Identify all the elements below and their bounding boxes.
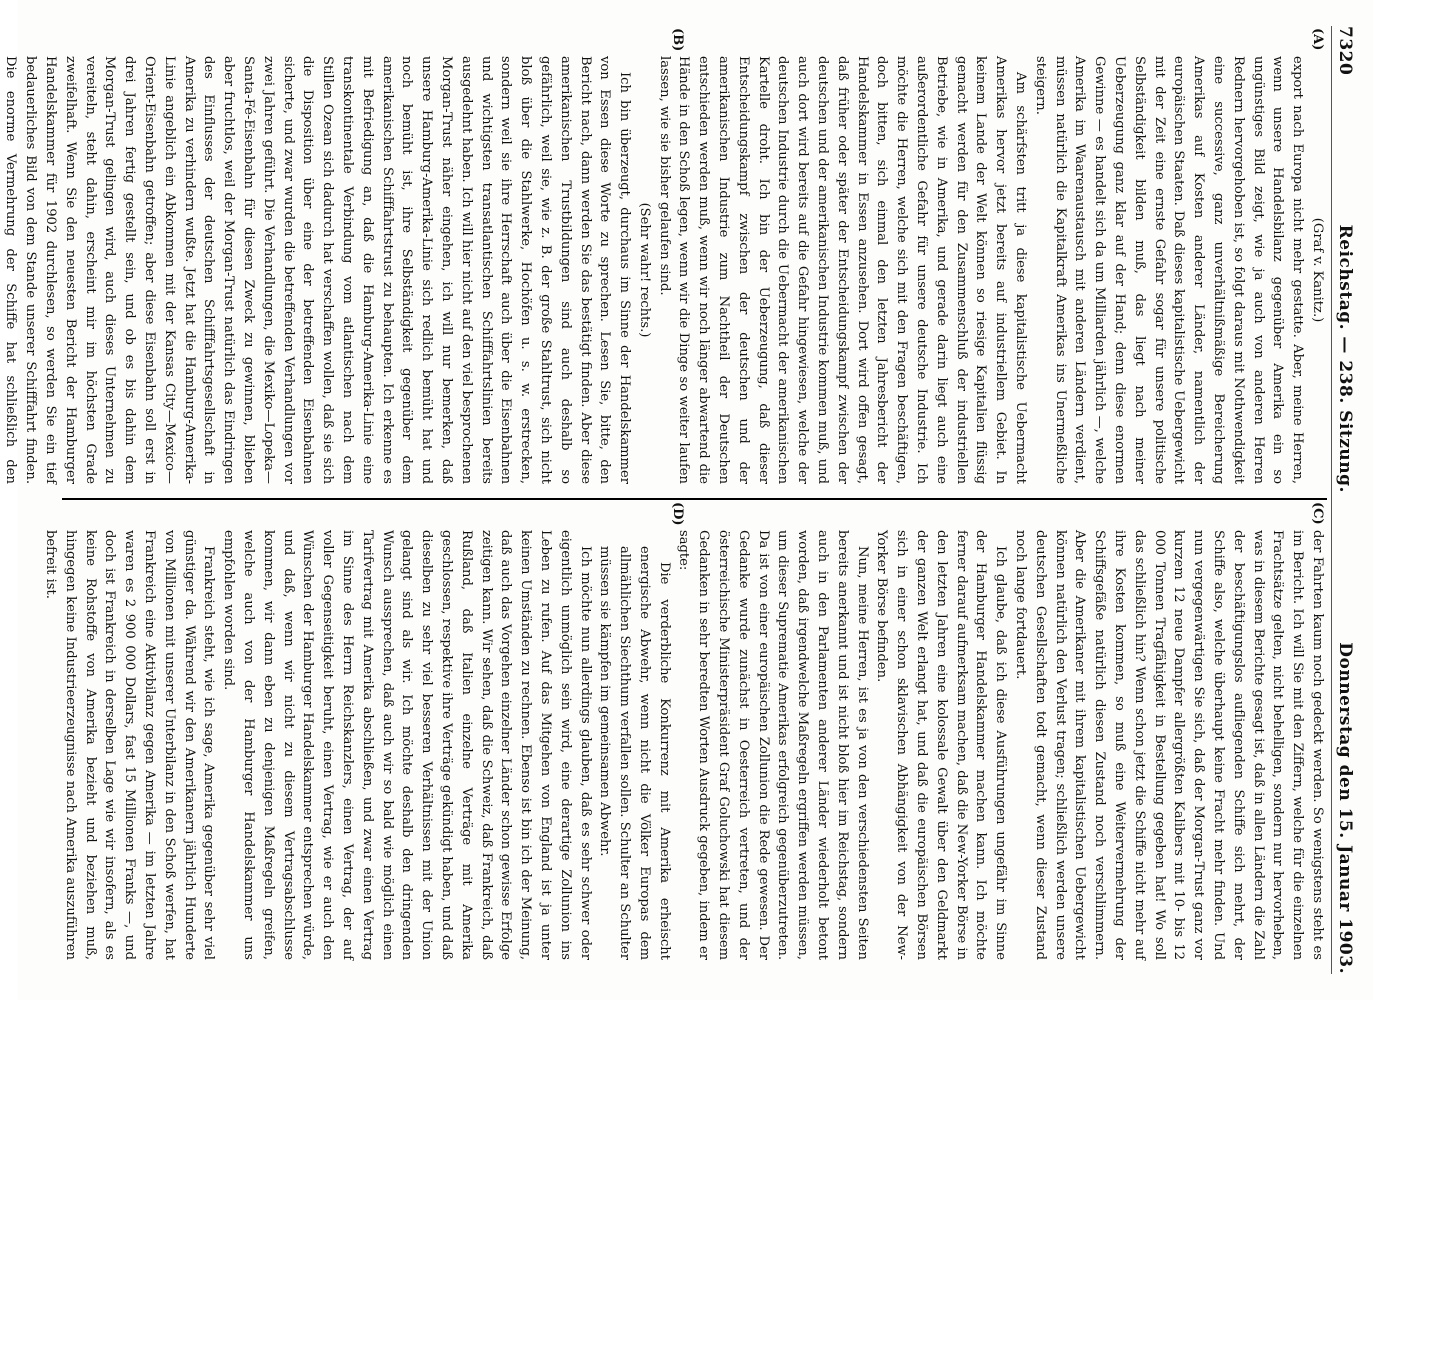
quotation: Die verderbliche Konkurrenz mit Amerika erheischt energische Abwehr, wenn nicht die Völker Europas dem allmählichen Siechthum verfallen sollen. Schulter an Schulter müssen sie kämpfen im gemeinsamen Abwehr. xyxy=(597,546,672,960)
paragraph: Ich glaube, daß ich diese Ausführungen ungefähr im Sinne der Hamburger Handelskammer machen kann. Ich möchte ferner darauf aufmerksam machen, daß die New-Yorker Börse in den letzten Jahren eine kolossale Gewalt über den Geldmarkt der ganzen Welt erlangt hat, und daß die europäischen Börsen sich in einer schon sklavischen Abhängigkeit von der New-Yorker Börse befinden. xyxy=(874,530,1009,960)
speaker-label: (Graf v. Kanitz.) xyxy=(1310,217,1325,323)
right-column xyxy=(43,500,1327,974)
paragraph: Ich möchte nun allerdings glauben, daß es sehr schwer oder eigentlich unmöglich sein wird, eine derartige Zollunion ins Leben zu rufen. Auf das Mitgehen von England ist ja unter keinen Umständen zu rechnen. Ebenso ist bin ich der Meinung, daß auch das Vorgehen einzelner Länder schon gewisse Erfolge zeitigen kann. Wir sehen, daß die Schweiz, daß Frankreich, daß Rußland, daß Italien einzelne Verträge mit Amerika geschlossen, respektive ihre Verträge gekündigt haben, und daß dieselben zu sehr viel besseren Verhältnissen mit der Union gelangt sind als wir. Ich möchte deshalb den dringenden Wunsch aussprechen, daß auch wir so bald wie möglich einen Tarifvertrag mit Amerika abschließen, und zwar einen Vertrag im Sinne des Herrn Reichskanzlers, einen Vertrag, der auf voller Gegenseitigkeit beruht, einen Vertrag, wie er auch den Wünschen der Hamburger Handelskammer entsprechen würde, und daß, wenn wir nicht zu diesem Vertragsabschlusse kommen, wir dann eben zu denjenigen Maßregeln greifen, welche auch von der Hamburger Handelskammer uns empfohlen worden sind. xyxy=(221,530,593,960)
left-column xyxy=(3,26,1327,500)
margin-marker-d: (D) xyxy=(670,502,685,526)
paragraph: Frankreich steht, wie ich sage, Amerika gegenüber sehr viel günstiger da. Während wir den Amerikanern jährlich Hunderte von Millionen mit unserer Unterbilanz in den Schoß werfen, hat Frankreich eine Aktivbilanz gegen Amerika — im letzten Jahre waren es 2 900 000 Dollars, fast 15 Millionen Franks —, und doch ist Frankreich in derselben Lage wie wir insofern, als es keine Rohstoffe von Amerika bezieht und beziehen muß, hingegen keine Industrieerzeugnisse nach Amerika auszuführen befreit ist. xyxy=(43,530,217,960)
scanned-page xyxy=(3,0,1373,1000)
margin-marker-c: (C) xyxy=(1310,502,1325,525)
page-number: 7320 xyxy=(1335,26,1355,76)
paragraph: der Fahrten kaum noch gedeckt werden. So wenigstens steht es im Bericht. Ich will Sie mit den Ziffern, welche für die einzelnen Frachtsätze gelten, nicht behelligen, sondern nur hervorheben, was in diesem Berichte gesagt ist, daß in allen Ländern die Zahl der beschäftigungslos aufliegenden Schiffe sich mehrt, der Schiffe also, welche überhaupt keine Fracht mehr finden. Und nun vergegenwärtigen Sie sich, daß der Morgan-Trust ganz vor kurzem 12 neue Dampfer allergrößten Kalibers mit 10- bis 12 000 Tonnen Tragfähigkeit in Bestellung gegeben hat! Wo soll das schließlich hin? Wenn schon jetzt die Schiffe nicht mehr auf ihre Kosten kommen, so muß eine Weitervermehrung der Schiffsgefäße natürlich diesen Zustand noch verschlimmern. Aber die Amerikaner mit ihrem kapitalistischen Uebergewicht können natürlich den Verlust tragen; schließlich werden unsere deutschen Gesellschaften todt gemacht, wenn dieser Zustand noch lange fortdauert. xyxy=(1013,530,1325,960)
paragraph: Am schärfsten tritt ja diese kapitalistische Uebermacht Amerikas hervor jetzt bereits auf industriellem Gebiet. In keinem Lande der Welt können so riesige Kapitalien flüssig gemacht werden für den Zusammenschluß der industriellen Betriebe, wie in Amerika, und gerade darin liegt auch eine außerordentliche Gefahr für unsere deutsche Industrie. Ich möchte die Herren, welche sich mit den Fragen beschäftigen, doch bitten, sich einmal den letzten Jahresbericht der Handelskammer in Essen anzusehen. Dort wird offen gesagt, daß früher oder später der Entscheidungskampf zwischen der deutschen und der amerikanischen Industrie kommen muß, und auch dort wird bereits auf die Gefahr hingewiesen, welche der deutschen Industrie durch die Uebermacht der amerikanischen Kartelle droht. Ich bin der Ueberzeugung, daß dieser Entscheidungskampf zwischen der deutschen und der amerikanischen Industrie zum Nachtheil der Deutschen entschieden werden muß, wenn wir noch länger abwartend die Hände in den Schoß legen, wenn wir die Dinge so weiter laufen lassen, wie sie bisher gelaufen sind. xyxy=(656,56,1029,484)
applause-note: (Sehr wahr! rechts.) xyxy=(636,202,652,338)
header-title: Reichstag. — 238. Sitzung. xyxy=(1335,224,1355,493)
paragraph: export nach Europa nicht mehr gestatte. Aber, meine Herren, wenn unsere Handelsbilanz gegenüber Amerika ein so ungünstiges Bild zeigt, wie ja auch von anderen Herren Rednern hervorgehoben ist, so folgt daraus mit Nothwendigkeit eine successive, ganz unverhältnißmäßige Bereicherung Amerikas auf Kosten anderer Länder, namentlich der europäischen Staaten. Daß dieses kapitalistische Uebergewicht mit der Zeit eine ernste Gefahr sogar für unsere politische Selbständigkeit bilden muß, das liegt nach meiner Ueberzeugung ganz klar auf der Hand; denn diese enormen Gewinne — es handelt sich da um Milliarden jährlich —, welche Amerika im Waarenaustausch mit anderen Ländern verdient, müssen natürlich die Kapitalkraft Amerikas ins Unermeßliche steigern. xyxy=(1032,56,1306,484)
margin-marker-b: (B) xyxy=(670,28,685,52)
text-columns xyxy=(3,26,1327,974)
page-header xyxy=(1331,26,1355,974)
header-date: Donnerstag den 15. Januar 1903. xyxy=(1335,642,1355,974)
paragraph: Ich bin überzeugt, durchaus im Sinne der Handelskammer von Essen diese Worte zu sprechen. Lesen Sie, bitte, den Bericht nach, dann werden Sie das bestätigt finden. Aber diese amerikanischen Trustbildungen sind auch deshalb so gefährlich, weil sie, wie z. B. der große Stahltrust, sich nicht bloß über die Stahlwerke, Hochöfen u. s. w. erstrecken, sondern weil sie ihre Herrschaft auch über die Eisenbahnen und wichtigsten transatlantischen Schifffahrtslinien bereits ausgedehnt haben. Ich will hier nicht auf den viel besprochenen Morgan-Trust näher eingehen, ich will nur bemerken, daß unsere Hamburg-Amerika-Linie sich redlich bemüht hat und noch bemüht ist, ihre Selbständigkeit gegenüber dem amerikanischen Schifffahrtstrust zu behaupten. Ich erkenne es mit Befriedigung an, daß die Hamburg-Amerika-Linie eine transkontinentale Verbindung vom atlantischen nach dem Stillen Ozean sich dadurch hat verschaffen wollen, daß sie sich die Disposition über eine der betreffenden Eisenbahnen sicherte, und zwar wurden die betreffenden Verhandlungen vor zwei Jahren geführt. Die Verhandlungen, die Mexiko—Lopeka—Santa-Fé-Eisenbahn für diesen Zweck zu gewinnen, blieben aber fruchtlos, weil der Morgan-Trust natürlich das Eindringen des Einflusses der deutschen Schifffahrtsgesellschaft in Amerika zu verhindern wußte. Jetzt hat die Hamburg-Amerika-Linie angeblich ein Abkommen mit der Kansas City—Mexico—Orient-Eisenbahn getroffen; aber diese Eisenbahn soll erst in drei Jahren fertig gestellt sein, und ob es bis dahin dem Morgan-Trust gelingen wird, auch dieses Unternehmen zu vereiteln, steht dahin, erscheint mir im höchsten Grade zweifelhaft. Wenn Sie den neuesten Bericht der Hamburger Handelskammer für 1902 durchlesen, so werden Sie ein tief bedauerliches Bild von dem Stande unserer Schifffahrt finden. Die enorme Vermehrung der Schiffe hat schließlich den xyxy=(3,56,633,484)
margin-marker-a: (A) xyxy=(1310,28,1325,51)
paragraph: Nun, meine Herren, ist es ja von den verschiedensten Seiten bereits anerkannt und ist nicht bloß hier im Reichstag, sondern auch in den Parlamenten anderer Länder wiederholt betont worden, daß irgendwelche Maßregeln ergriffen werden müssen, um dieser Suprematie Amerikas erfolgreich gegenüberzutreten. Da ist von einer europäischen Zollunion die Rede gewesen. Der Gedanke wurde zunächst in Oesterreich vertreten, und der österreichische Ministerpräsident Graf Goluchowski hat diesem Gedanken in sehr beredten Worten Ausdruck gegeben, indem er sagte: xyxy=(676,530,870,960)
